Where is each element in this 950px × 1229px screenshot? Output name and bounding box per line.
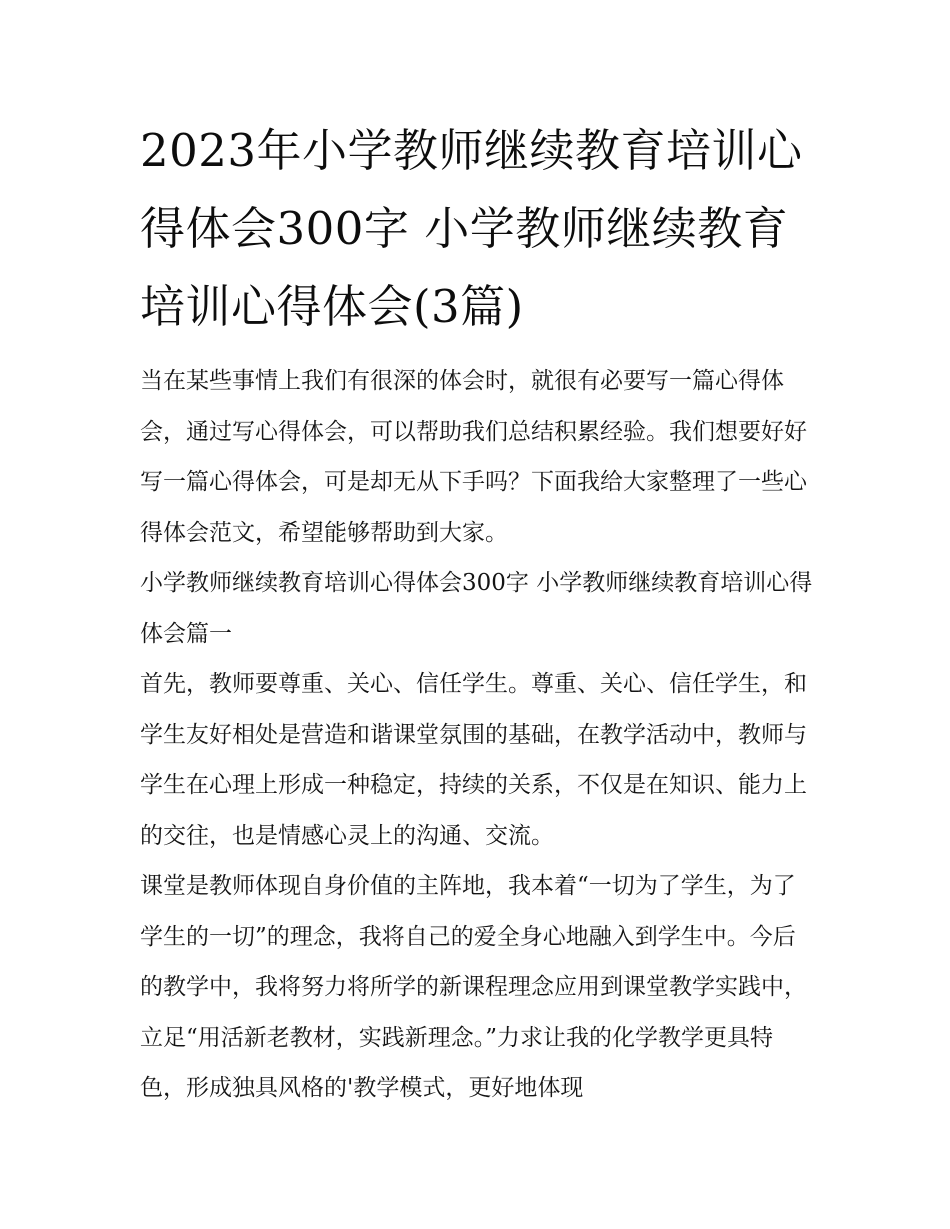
paragraph-classroom: 课堂是教师体现自身价值的主阵地，我本着“一切为了学生，为了学生的一切”的理念，我将自己的爱全身心地融入到学生中。今后的教学中，我将努力将所学的新课程理念应用到课堂教学实践中，立足“用活新老教材，实践新理念。”力求让我的化学教学更具特色，形成独具风格的'教学模式，更好地体现	[140, 873, 807, 1101]
paragraph-respect-students: 首先，教师要尊重、关心、信任学生。尊重、关心、信任学生，和学生友好相处是营造和谐课堂氛围的基础，在教学活动中，教师与学生在心理上形成一种稳定，持续的关系，不仅是在知识、能力上的交往，也是情感心灵上的沟通、交流。	[140, 671, 807, 849]
document-body	[140, 356, 818, 1114]
section-heading: 小学教师继续教育培训心得体会300字 小学教师继续教育培训心得体会篇一	[140, 570, 813, 647]
paragraph-intro: 当在某些事情上我们有很深的体会时，就很有必要写一篇心得体会，通过写心得体会，可以帮助我们总结积累经验。我们想要好好写一篇心得体会，可是却无从下手吗？下面我给大家整理了一些心得体会范文，希望能够帮助到大家。	[140, 368, 807, 546]
document-title: 2023年小学教师继续教育培训心得体会300字 小学教师继续教育培训心得体会(3篇)	[140, 124, 803, 333]
